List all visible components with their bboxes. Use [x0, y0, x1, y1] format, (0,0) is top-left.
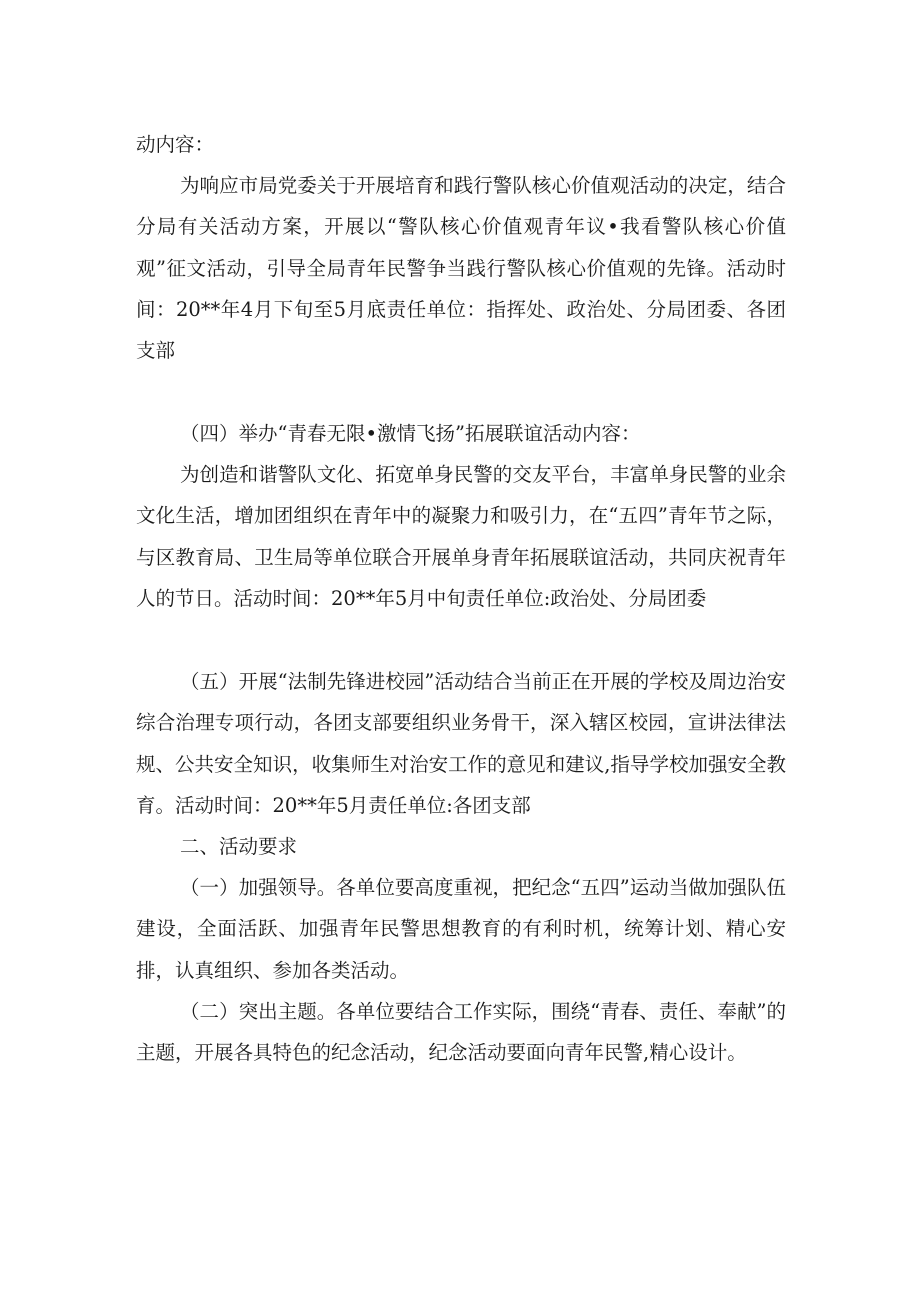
paragraph-social-event: 为创造和谐警队文化、拓宽单身民警的交友平台，丰富单身民警的业余文化生活，增加团组织在青年中的凝聚力和吸引力，在“五四”青年节之际，与区教育局、卫生局等单位联合开展单身青年拓展联谊活动，共同庆祝青年人的节日。活动时间：20**年5月中旬责任单位:政治处、分局团委: [136, 463, 786, 610]
paragraph-activity-content-tail: 动内容：: [136, 133, 215, 156]
heading-activity-requirements: 二、活动要求: [180, 835, 298, 858]
paragraph-strengthen-leadership: （一）加强领导。各单位要高度重视，把纪念“五四”运动当做加强队伍建设，全面活跃、加强青年民警思想教育的有利时机，统筹计划、精心安排，认真组织、参加各类活动。: [136, 876, 786, 982]
heading-section-four: （四）举办“青春无限•激情飞扬”拓展联谊活动内容：: [180, 422, 641, 445]
paragraph-essay-contest: 为响应市局党委关于开展培育和践行警队核心价值观活动的决定，结合分局有关活动方案，开展以“警队核心价值观青年议•我看警队核心价值观”征文活动，引导全局青年民警争当践行警队核心价值观的先锋。活动时间：20**年4月下旬至5月底责任单位：指挥处、政治处、分局团委、各团支部: [136, 174, 786, 363]
paragraph-legal-campus: （五）开展“法制先锋进校园”活动结合当前正在开展的学校及周边治安综合治理专项行动，各团支部要组织业务骨干，深入辖区校园，宣讲法律法规、公共安全知识，收集师生对治安工作的意见和建议,指导学校加强安全教育。活动时间：20**年5月责任单位:各团支部: [136, 670, 786, 817]
paragraph-highlight-theme: （二）突出主题。各单位要结合工作实际，围绕“青春、责任、奉献”的主题，开展各具特色的纪念活动，纪念活动要面向青年民警,精心设计。: [136, 1000, 786, 1065]
